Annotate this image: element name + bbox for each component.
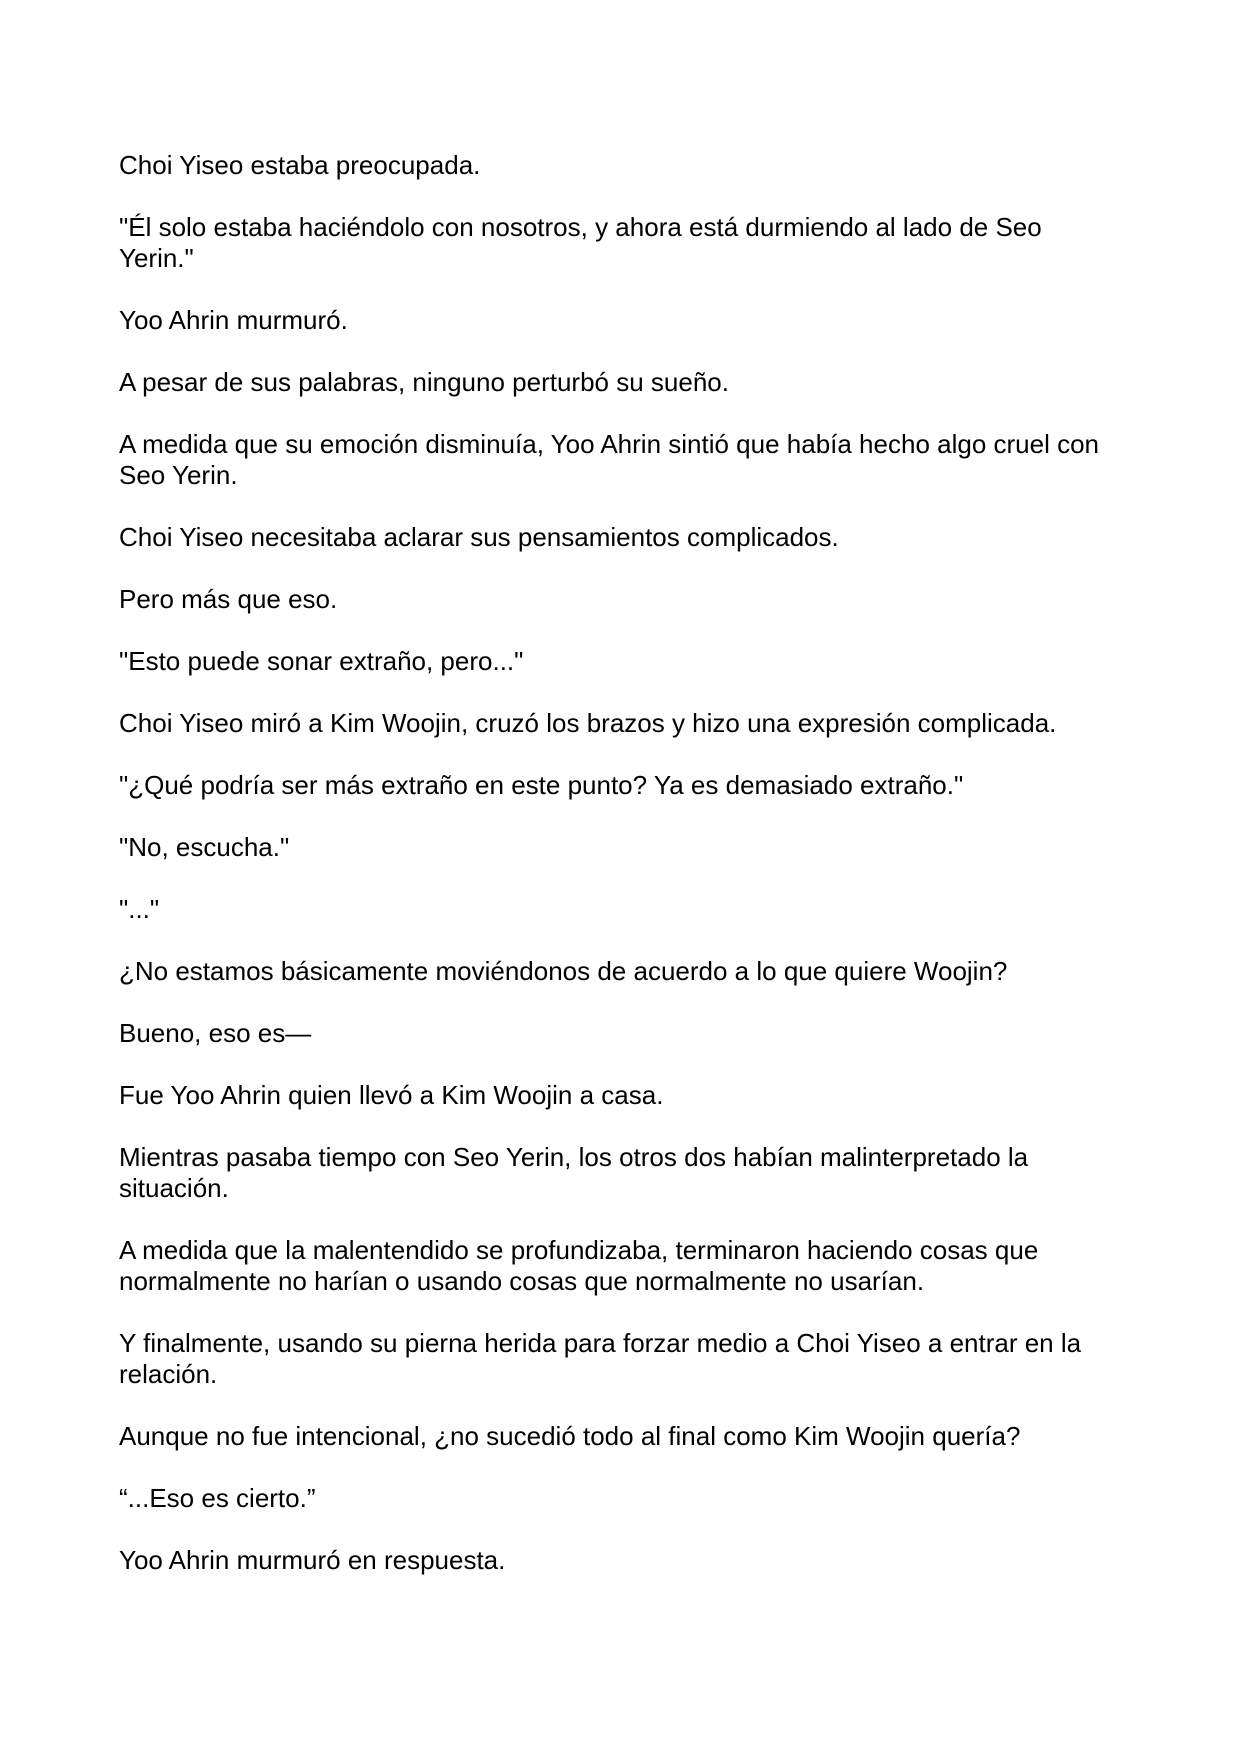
paragraph: "Él solo estaba haciéndolo con nosotros, y ahora está durmiendo al lado de Seo Yerin." [119,212,1042,273]
paragraph: "Esto puede sonar extraño, pero..." [119,646,524,676]
paragraph: “...Eso es cierto.” [119,1483,316,1513]
paragraph: Mientras pasaba tiempo con Seo Yerin, los otros dos habían malinterpretado la situación. [119,1142,1029,1203]
paragraph: Yoo Ahrin murmuró. [119,305,348,335]
paragraph: Pero más que eso. [119,584,338,614]
paragraph: Choi Yiseo miró a Kim Woojin, cruzó los brazos y hizo una expresión complicada. [119,708,1057,738]
paragraph: ¿No estamos básicamente moviéndonos de acuerdo a lo que quiere Woojin? [119,956,1008,986]
paragraph: Yoo Ahrin murmuró en respuesta. [119,1545,506,1575]
paragraph: A medida que su emoción disminuía, Yoo Ahrin sintió que había hecho algo cruel con Seo Yerin. [119,429,1100,490]
paragraph: Choi Yiseo necesitaba aclarar sus pensamientos complicados. [119,522,839,552]
paragraph: "¿Qué podría ser más extraño en este punto? Ya es demasiado extraño." [119,770,964,800]
paragraph: "No, escucha." [119,832,290,862]
paragraph: "..." [119,894,160,924]
document-body [119,150,1119,1607]
paragraph: Bueno, eso es— [119,1018,312,1048]
paragraph: Fue Yoo Ahrin quien llevó a Kim Woojin a casa. [119,1080,664,1110]
paragraph: Aunque no fue intencional, ¿no sucedió todo al final como Kim Woojin quería? [119,1421,1021,1451]
paragraph: Y finalmente, usando su pierna herida para forzar medio a Choi Yiseo a entrar en la relación. [119,1328,1082,1389]
paragraph: A medida que la malentendido se profundizaba, terminaron haciendo cosas que normalmente no harían o usando cosas que normalmente no usarían. [119,1235,1039,1296]
paragraph: Choi Yiseo estaba preocupada. [119,150,481,180]
paragraph: A pesar de sus palabras, ninguno perturbó su sueño. [119,367,729,397]
